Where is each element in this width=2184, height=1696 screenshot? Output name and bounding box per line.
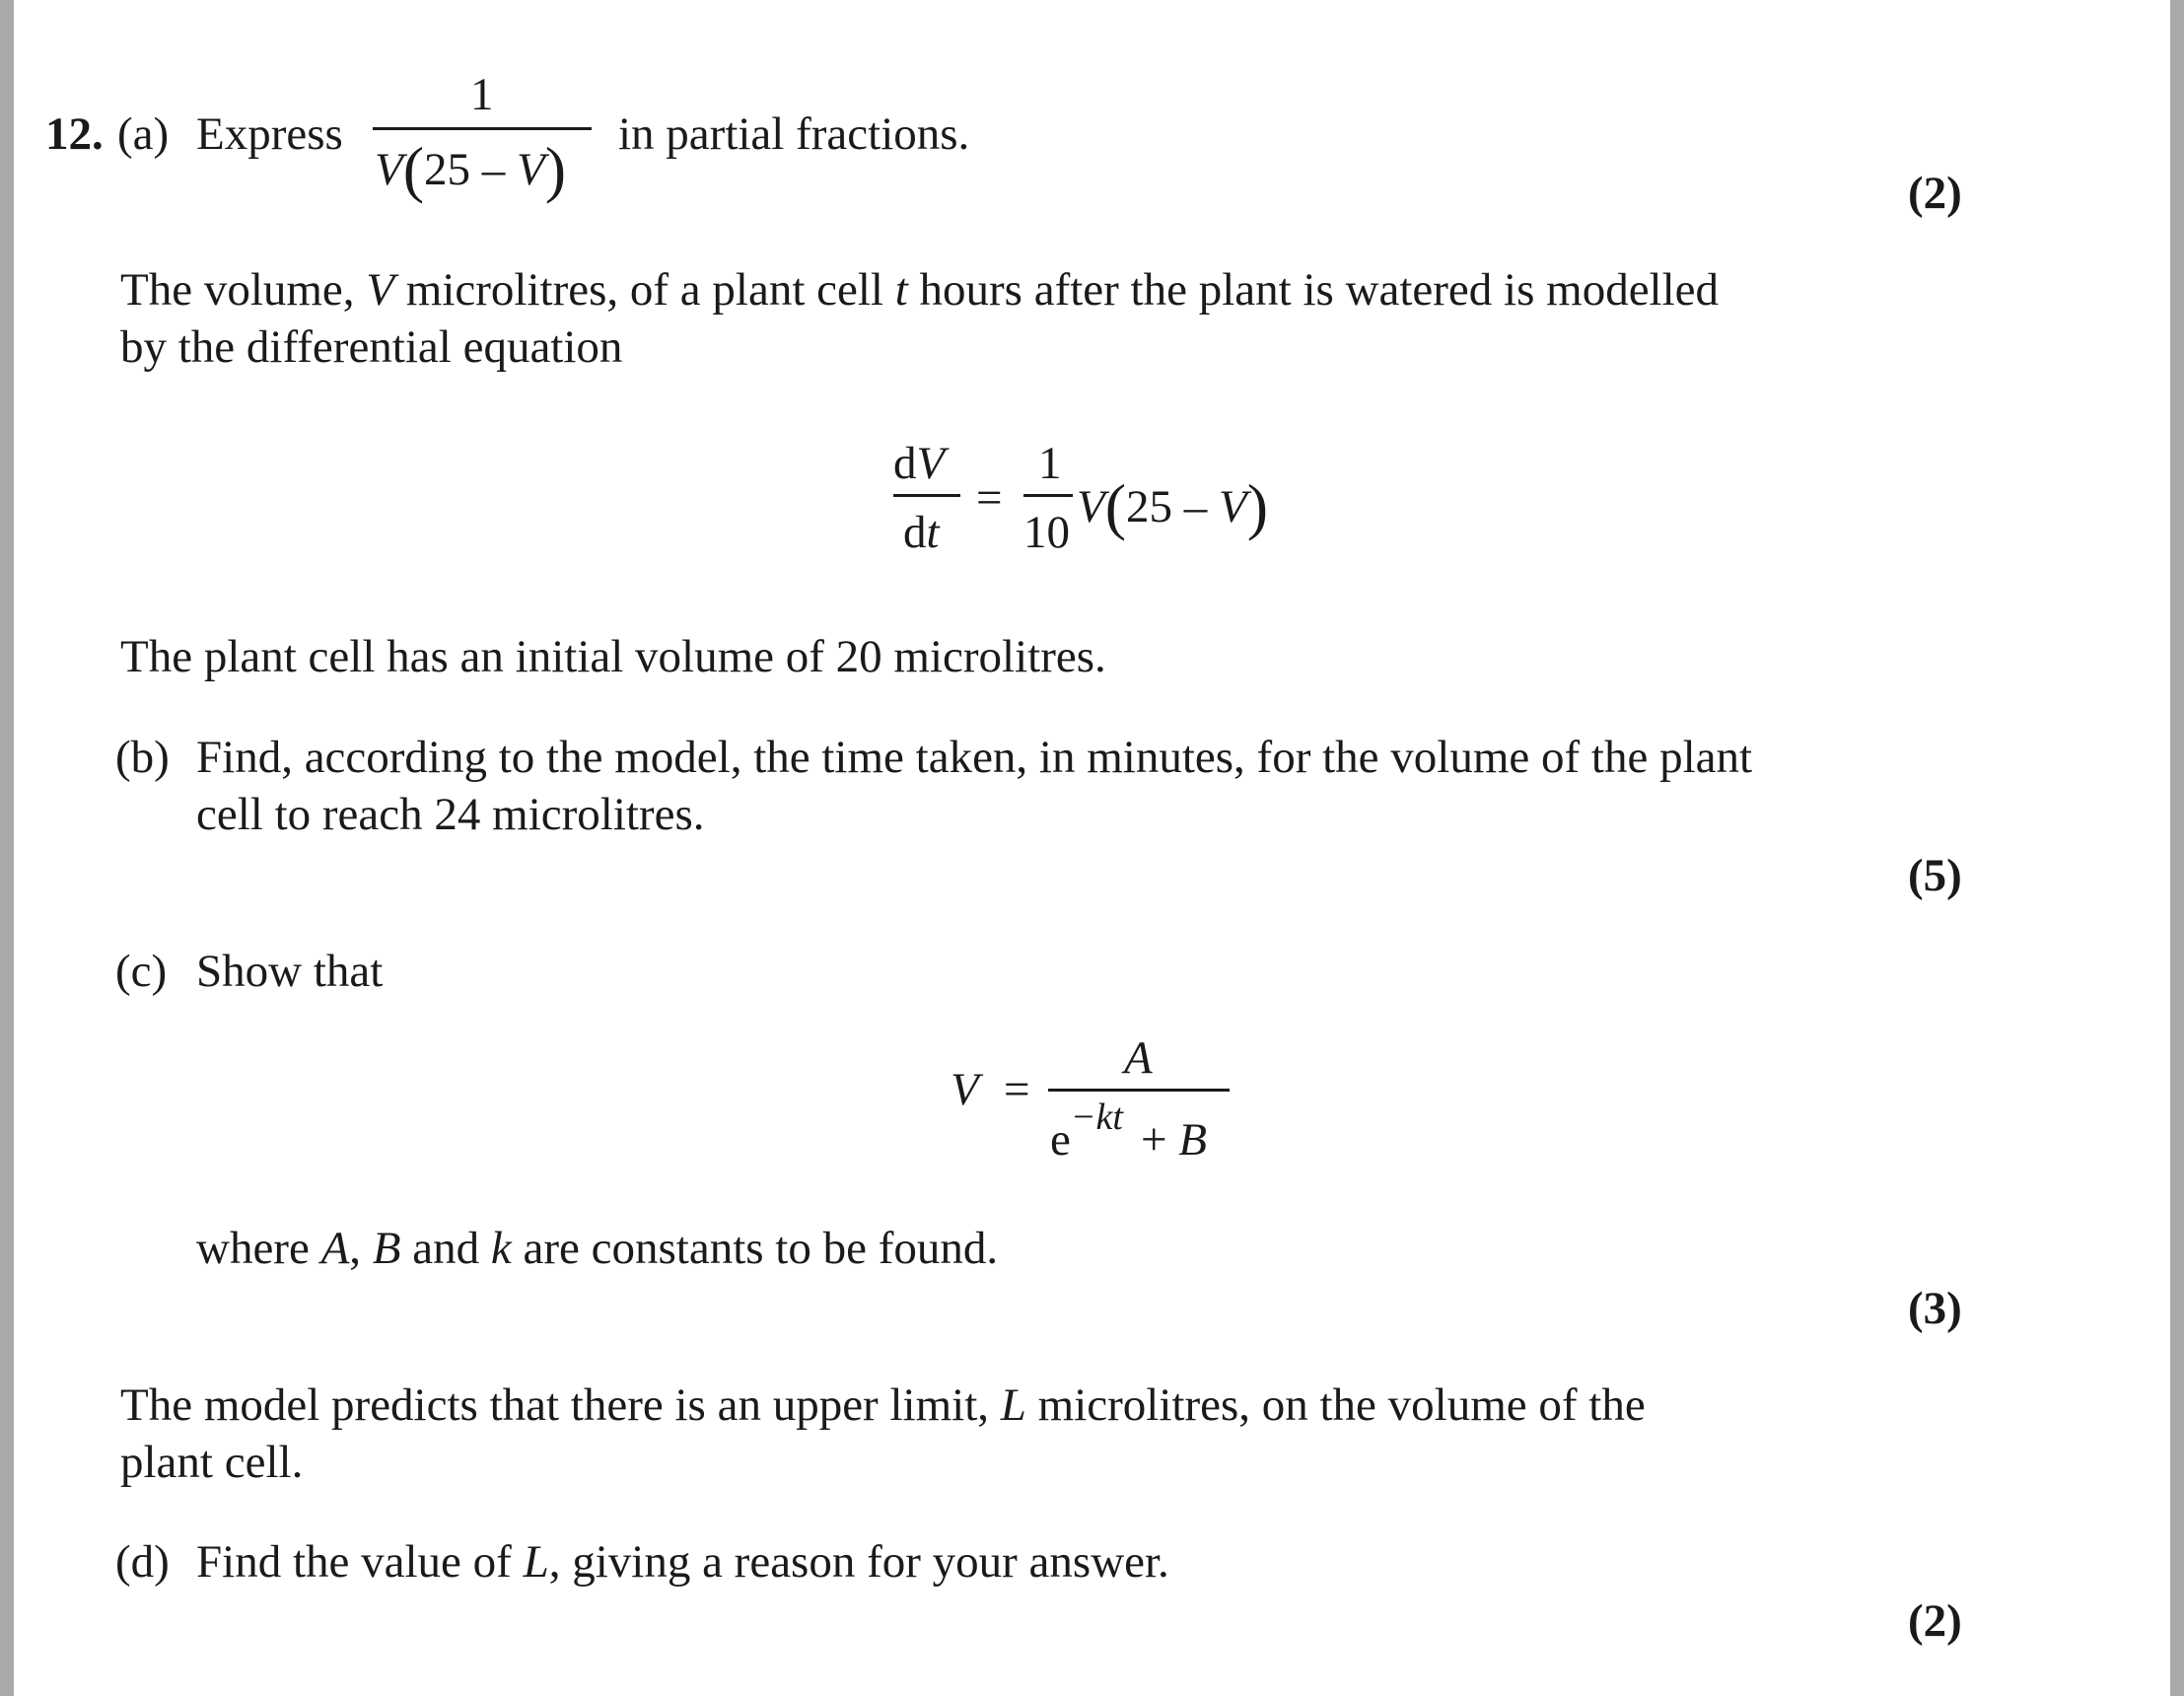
part-a-marks: (2) xyxy=(1908,168,1962,219)
intro-line-2: by the differential equation xyxy=(120,321,623,373)
eq2-lhs: V xyxy=(951,1064,979,1115)
part-c-text: Show that xyxy=(196,946,384,997)
eq2-equals: = xyxy=(1004,1064,1030,1115)
eq1-rhs-denominator: 10 xyxy=(1023,507,1070,558)
limit-line-2: plant cell. xyxy=(120,1437,304,1488)
eq1-rhs-numerator: 1 xyxy=(1038,438,1062,489)
initial-volume-text: The plant cell has an initial volume of 20 microlitres. xyxy=(120,631,1106,682)
eq2-numerator: A xyxy=(1124,1032,1153,1084)
part-a-fraction-numerator: 1 xyxy=(470,69,494,120)
page-border-right xyxy=(2170,0,2184,1696)
eq1-lhs-denominator: dt xyxy=(903,507,940,558)
eq1-lhs-numerator: dV xyxy=(893,438,946,489)
part-d-marks: (2) xyxy=(1908,1595,1962,1647)
part-a-fraction-bar xyxy=(373,127,592,130)
eq2-fraction-bar xyxy=(1048,1089,1230,1092)
eq1-equals: = xyxy=(976,472,1003,524)
part-c-label: (c) xyxy=(115,946,168,997)
part-c-where-text: where A, B and k are constants to be found. xyxy=(196,1223,999,1274)
question-number: 12. xyxy=(45,108,104,160)
page-border-left xyxy=(0,0,14,1696)
part-b-marks: (5) xyxy=(1908,850,1962,901)
intro-line-1: The volume, V microlitres, of a plant cell t hours after the plant is watered is modelled xyxy=(120,264,1720,316)
part-a-label: (a) xyxy=(117,108,170,160)
eq1-rhs-fraction-bar xyxy=(1023,494,1073,497)
limit-line-1: The model predicts that there is an upper limit, L microlitres, on the volume of the xyxy=(120,1379,1646,1431)
eq1-lhs-fraction-bar xyxy=(893,494,960,497)
part-b-line-1: Find, according to the model, the time taken, in minutes, for the volume of the plant xyxy=(196,732,1753,783)
eq1-rhs-product: V(25 – V) xyxy=(1077,471,1269,541)
part-b-line-2: cell to reach 24 microlitres. xyxy=(196,789,705,840)
eq2-denominator: $e^{-kt} + B$ xyxy=(1050,1096,1207,1166)
part-a-text-before: Express xyxy=(196,108,343,160)
part-d-label: (d) xyxy=(115,1536,170,1588)
part-c-marks: (3) xyxy=(1908,1283,1962,1334)
part-a-text-after: in partial fractions. xyxy=(618,108,970,160)
part-b-label: (b) xyxy=(115,732,170,783)
part-d-text: Find the value of L, giving a reason for your answer. xyxy=(196,1536,1169,1588)
part-a-fraction-denominator: V(25 – V) xyxy=(375,134,567,204)
